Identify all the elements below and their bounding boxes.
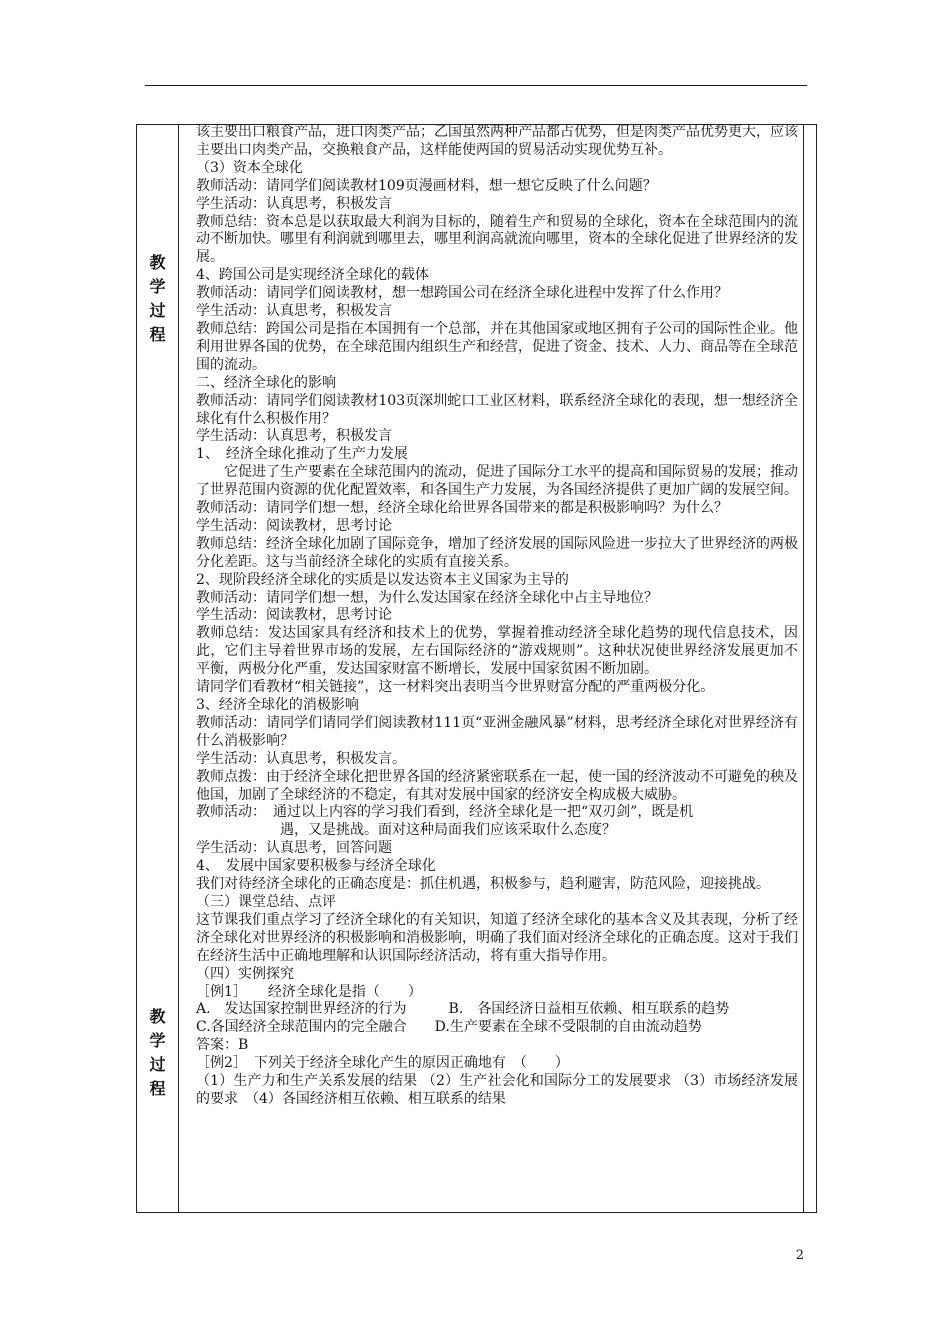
paragraph: （1）生产力和生产关系发展的结果 （2）生产社会化和国际分工的发展要求 （3）市场经济发展的要求 （4）各国经济相互依赖、相互联系的结果 <box>196 1073 798 1107</box>
side-label-char: 教 <box>149 253 166 272</box>
paragraph: 教师活动：请同学们阅读教材109页漫画材料，想一想它反映了什么问题？ <box>196 177 657 194</box>
paragraph: 学生活动：阅读教材，思考讨论 <box>196 607 392 624</box>
paragraph: 教师活动：请同学们阅读教材103页深圳蛇口工业区材料，联系经济全球化的表现，想一想经济全球化有什么积极作用？ <box>196 392 798 427</box>
paragraph: 该主要出口粮食产品，进口肉类产品；乙国虽然两种产品都占优势，但是肉类产品优势更大，应该主要出口肉类产品，交换粮食产品，这样能使两国的贸易活动实现优势互补。 <box>196 124 798 158</box>
paragraph: ［例1］ 经济全球化是指（ ） <box>196 983 422 1000</box>
paragraph: 我们对待经济全球化的正确态度是：抓住机遇，积极参与，趋利避害，防范风险，迎接挑战。 <box>196 876 770 893</box>
paragraph: 教师总结：经济全球化加剧了国际竞争，增加了经济发展的国际风险进一步拉大了世界经济的两极分化差距。这与当前经济全球化的实质有直接关系。 <box>196 535 798 570</box>
paragraph: 请同学们看教材“相关链接”，这一材料突出表明当今世界财富分配的严重两极分化。 <box>196 679 715 696</box>
header-rule <box>145 85 807 86</box>
paragraph: C.各国经济全球范围内的完全融合 D.生产要素在全球不受限制的自由流动趋势 <box>196 1019 702 1036</box>
side-label-teaching-process-1 <box>137 251 178 347</box>
paragraph: 教师活动：请同学们想一想，经济全球化给世界各国带来的都是积极影响吗？为什么？ <box>196 500 728 517</box>
side-label-char: 学 <box>149 277 166 296</box>
paragraph: 学生活动：认真思考，回答问题 <box>196 840 392 857</box>
page-number: 2 <box>795 1248 804 1263</box>
paragraph: 遇，又是挑战。面对这种局面我们应该采取什么态度？ <box>196 822 616 839</box>
side-label-char: 程 <box>149 325 166 344</box>
side-label-char: 教 <box>149 1007 166 1026</box>
paragraph: 这节课我们重点学习了经济全球化的有关知识，知道了经济全球化的基本含义及其表现，分析了经济全球化对世界经济的积极影响和消极影响，明确了我们面对经济全球化的正确态度。这对于我们在经济生活中正确地理解和认识国际经济活动，将有重大指导作用。 <box>196 911 798 964</box>
column-divider-left <box>178 125 179 1212</box>
paragraph: 学生活动：阅读教材，思考讨论 <box>196 517 392 534</box>
paragraph: A. 发达国家控制世界经济的行为 B. 各国经济日益相互依赖、相互联系的趋势 <box>196 1001 730 1018</box>
lesson-content <box>196 124 798 1212</box>
paragraph: 教师点拨：由于经济全球化把世界各国的经济紧密联系在一起，使一国的经济波动不可避免的秧及他国，加剧了全球经济的不稳定，有其对发展中国家的经济安全构成极大威胁。 <box>196 768 798 803</box>
side-label-char: 程 <box>149 1079 166 1098</box>
paragraph: 教师总结：资本总是以获取最大利润为目标的，随着生产和贸易的全球化，资本在全球范围内的流动不断加快。哪里有利润就到哪里去，哪里利润高就流向哪里，资本的全球化促进了世界经济的发展。 <box>196 213 798 266</box>
paragraph: 3、经济全球化的消极影响 <box>196 697 359 713</box>
paragraph: 学生活动：认真思考，积极发言。 <box>196 750 406 767</box>
paragraph: 4、跨国公司是实现经济全球化的载体 <box>196 267 429 284</box>
paragraph: （三）课堂总结、点评 <box>196 893 336 910</box>
paragraph: 教师活动：请同学们想一想，为什么发达国家在经济全球化中占主导地位？ <box>196 589 658 606</box>
column-divider-right <box>803 125 804 1212</box>
side-label-char: 过 <box>149 301 166 320</box>
paragraph: 教师活动： 通过以上内容的学习我们看到，经济全球化是一把“双刃剑”，既是机 <box>196 804 694 821</box>
paragraph: 教师总结：跨国公司是指在本国拥有一个总部，并在其他国家或地区拥有子公司的国际性企业。他利用世界各国的优势，在全球范围内组织生产和经营，促进了资金、技术、人力、商品等在全球范围的流动。 <box>196 320 798 373</box>
paragraph: （四）实例探究 <box>196 965 294 982</box>
paragraph: 教师总结：发达国家具有经济和技术上的优势，掌握着推动经济全球化趋势的现代信息技术，因此，它们主导着世界市场的发展，左右国际经济的“游戏规则”。这种状况使世界经济发展更加不平衡，两极分化严重，发达国家财富不断增长，发展中国家贫困不断加剧。 <box>196 625 798 678</box>
paragraph: 二、经济全球化的影响 <box>196 374 336 391</box>
side-label-char: 过 <box>149 1055 166 1074</box>
paragraph: （3）资本全球化 <box>196 159 303 176</box>
paragraph: ［例2］ 下列关于经济全球化产生的原因正确地有 （ ） <box>196 1055 569 1072</box>
side-label-char: 学 <box>149 1031 166 1050</box>
paragraph: 学生活动：认真思考，积极发言 <box>196 195 392 212</box>
paragraph: 它促进了生产要素在全球范围内的流动，促进了国际分工水平的提高和国际贸易的发展；推动了世界范围内资源的优化配置效率，和各国生产力发展，为各国经济提供了更加广阔的发展空间。 <box>196 464 798 499</box>
paragraph: 答案：B <box>196 1037 249 1054</box>
paragraph: 1、 经济全球化推动了生产力发展 <box>196 446 408 463</box>
paragraph: 教师活动：请同学们请同学们阅读教材111页“亚洲金融风暴”材料，思考经济全球化对世界经济有什么消极影响？ <box>196 714 798 749</box>
paragraph: 教师活动：请同学们阅读教材，想一想跨国公司在经济全球化进程中发挥了什么作用？ <box>196 285 728 302</box>
paragraph: 4、 发展中国家要积极参与经济全球化 <box>196 858 436 875</box>
paragraph: 学生活动：认真思考，积极发言 <box>196 303 392 320</box>
side-label-teaching-process-2 <box>137 1005 178 1101</box>
paragraph: 2、现阶段经济全球化的实质是以发达资本主义国家为主导的 <box>196 571 569 588</box>
paragraph: 学生活动：认真思考，积极发言 <box>196 428 392 445</box>
